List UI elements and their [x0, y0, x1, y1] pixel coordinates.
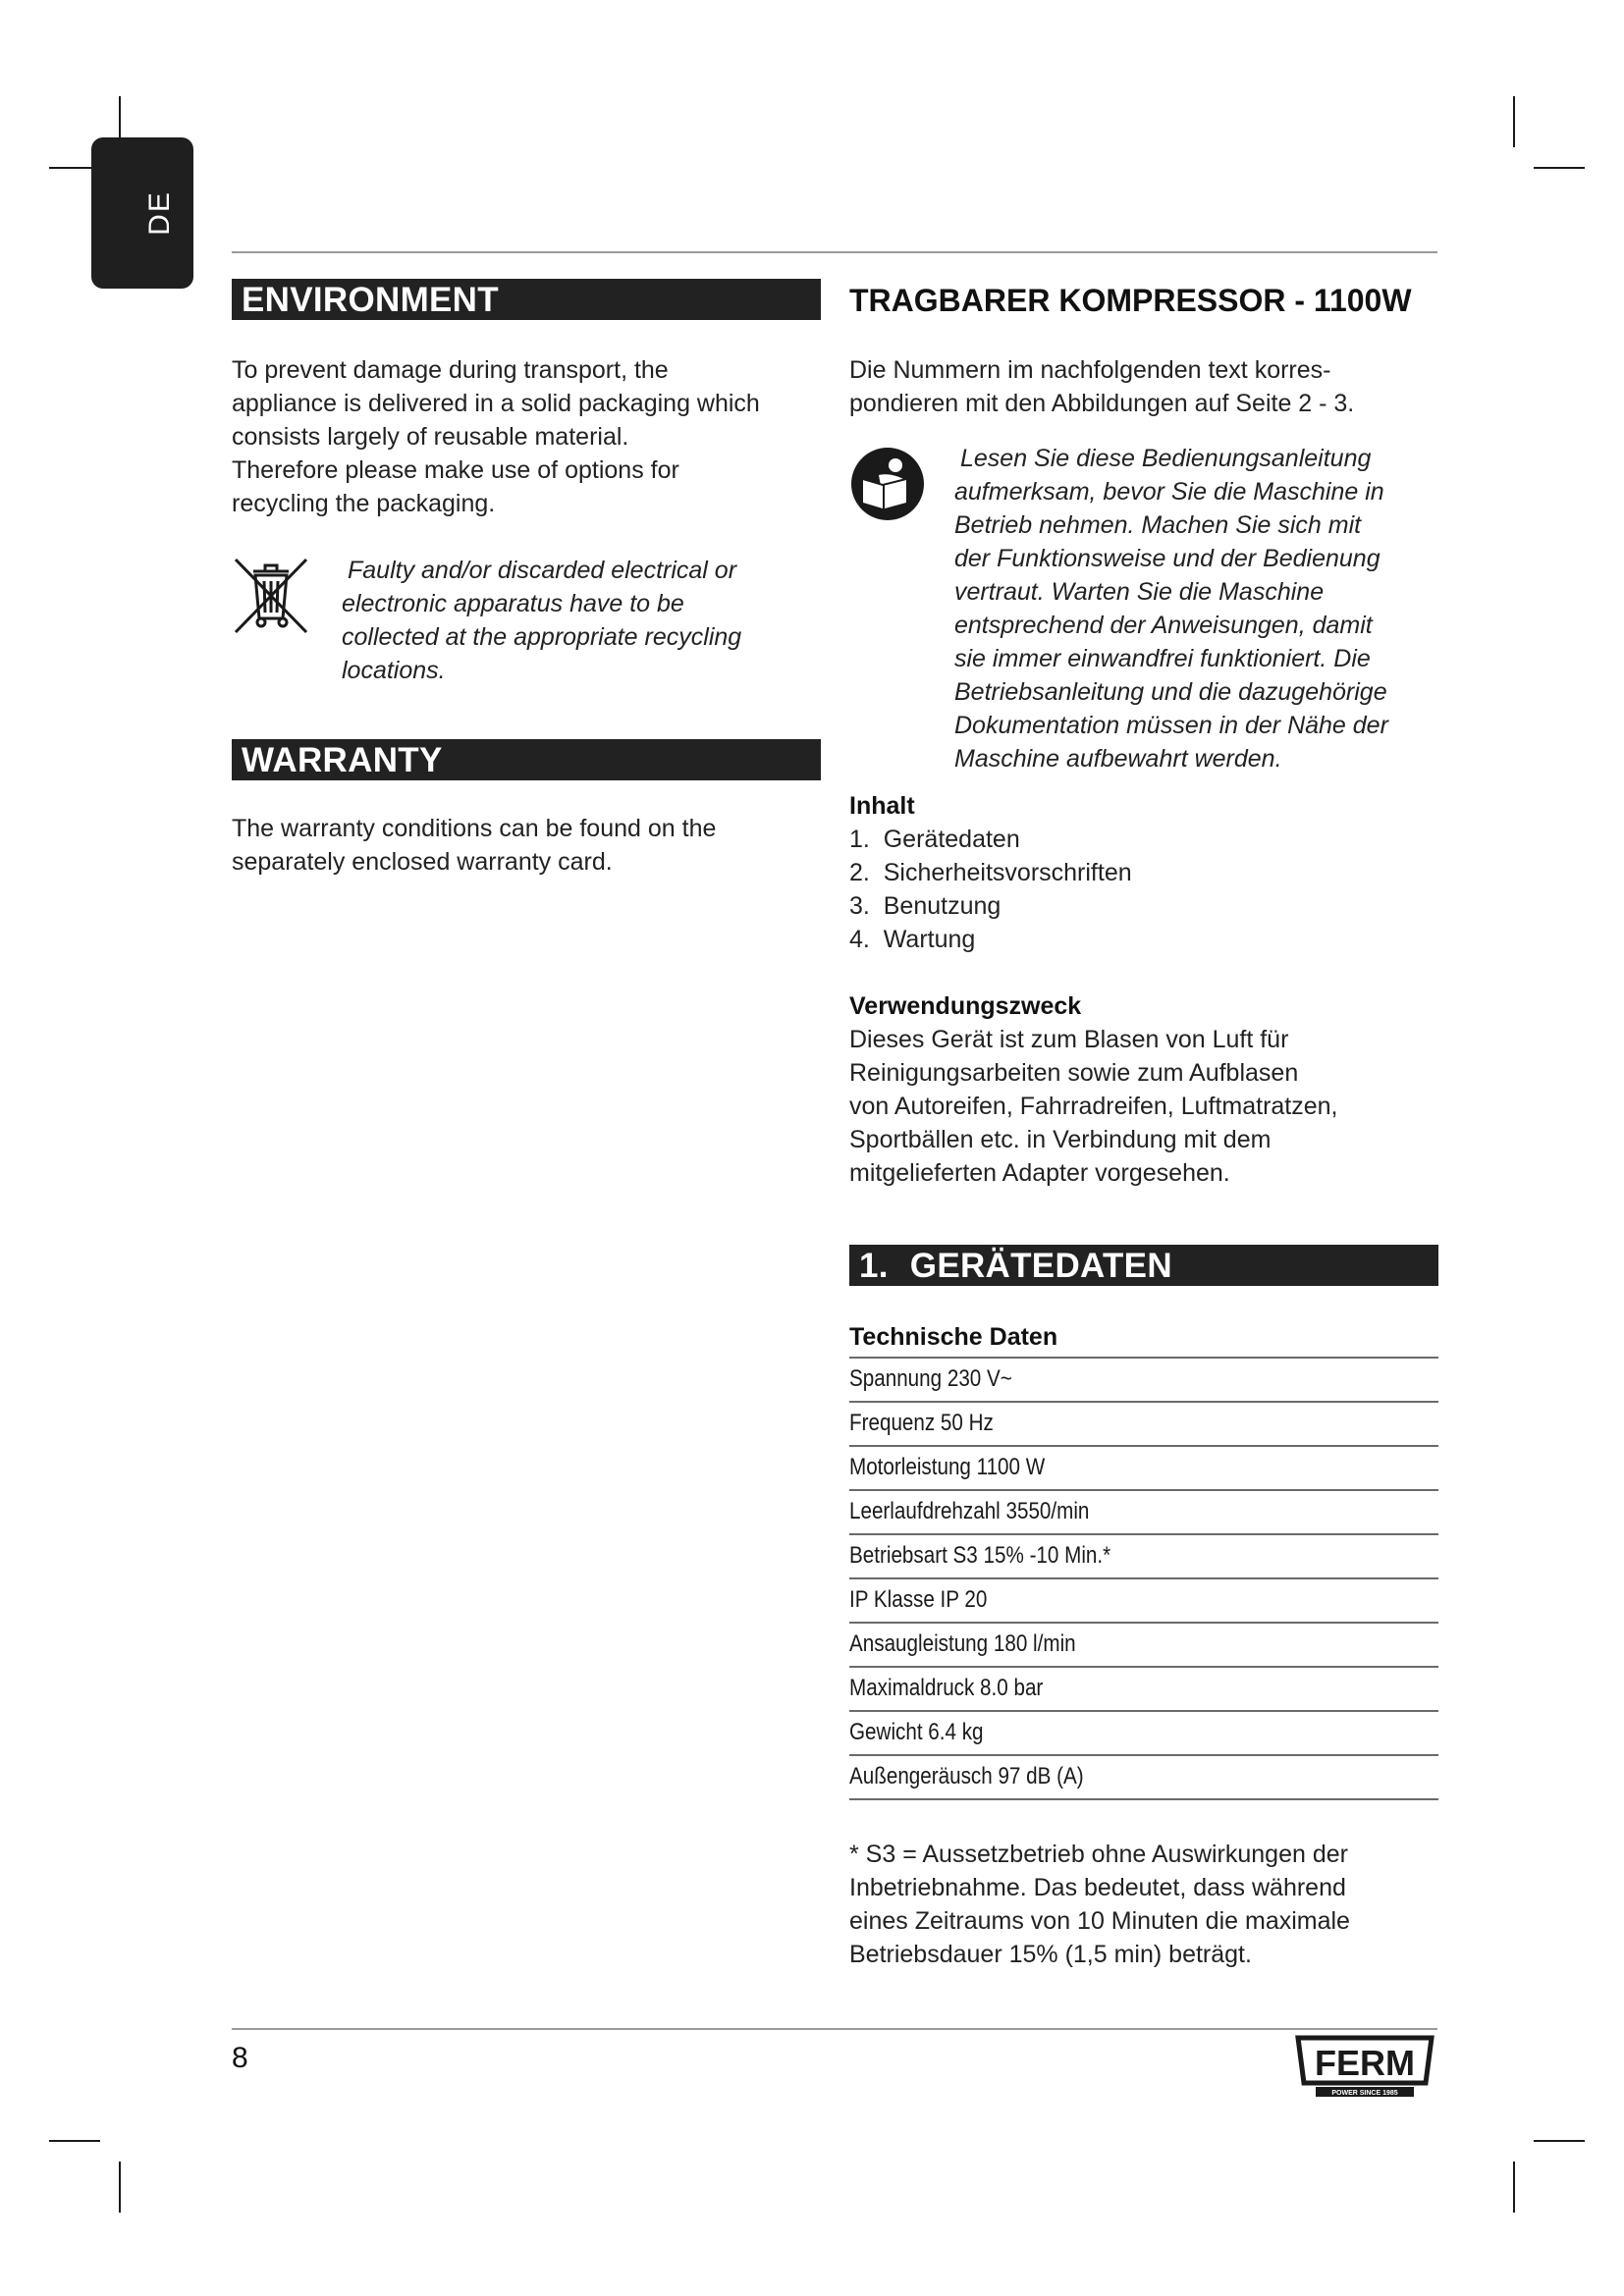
language-tab-label: DE — [143, 190, 176, 236]
product-title: TRAGBARER KOMPRESSOR - 1100W — [849, 283, 1412, 318]
text-line: Reinigungsarbeiten sowie zum Aufblasen — [849, 1059, 1299, 1087]
crop-mark — [49, 2140, 100, 2142]
text-line: vertraut. Warten Sie die Maschine — [954, 578, 1325, 606]
text-line: von Autoreifen, Fahrradreifen, Luftmatratzen, — [849, 1093, 1338, 1120]
table-row — [849, 1491, 1438, 1535]
text-line: collected at the appropriate recycling — [342, 623, 742, 651]
table-row — [849, 1447, 1438, 1491]
table-row — [849, 1359, 1438, 1403]
table-row — [849, 1756, 1438, 1800]
warranty-heading: WARRANTY — [232, 739, 821, 780]
header-rule — [232, 251, 1437, 253]
table-row — [849, 1668, 1438, 1712]
text-line: pondieren mit den Abbildungen auf Seite 2 - 3. — [849, 390, 1355, 417]
footer-rule — [232, 2028, 1437, 2030]
purpose-section — [849, 989, 1438, 1190]
text-line: eines Zeitraums von 10 Minuten die maximale — [849, 1907, 1350, 1935]
spec-cell: Frequenz 50 Hz — [849, 1410, 994, 1436]
text-line: Betriebsdauer 15% (1,5 min) beträgt. — [849, 1941, 1252, 1968]
logo-text: FERM — [1315, 2043, 1415, 2083]
spec-cell: Leerlaufdrehzahl 3550/min — [849, 1498, 1090, 1524]
text-line: Betriebsanleitung und die dazugehörige — [954, 678, 1387, 706]
text-line: sie immer einwandfrei funktioniert. Die — [954, 645, 1371, 672]
left-column — [232, 279, 821, 879]
ferm-logo — [1292, 2034, 1437, 2099]
recycling-note-text — [342, 554, 821, 687]
text-line: Lesen Sie diese Bedienungsanleitung — [960, 445, 1372, 472]
text-line: Inbetriebnahme. Das bedeutet, dass während — [849, 1874, 1346, 1901]
read-manual-icon — [849, 446, 926, 522]
manual-note — [849, 442, 1438, 775]
list-item: 2. Sicherheitsvorschriften — [849, 859, 1132, 886]
recycling-note — [232, 554, 821, 691]
spec-cell: Betriebsart S3 15% -10 Min.* — [849, 1542, 1111, 1569]
table-row — [849, 1579, 1438, 1624]
page-number: 8 — [232, 2042, 248, 2074]
spec-cell: Spannung 230 V~ — [849, 1365, 1012, 1392]
spec-cell: Motorleistung 1100 W — [849, 1454, 1046, 1480]
text-line: der Funktionsweise und der Bedienung — [954, 545, 1380, 572]
text-line: The warranty conditions can be found on the — [232, 815, 717, 842]
text-line: recycling the packaging. — [232, 490, 496, 517]
text-line: To prevent damage during transport, the — [232, 356, 669, 384]
language-tab — [91, 137, 193, 289]
text-line: Sportbällen etc. in Verbindung mit dem — [849, 1126, 1272, 1153]
purpose-heading: Verwendungszweck — [849, 992, 1082, 1020]
text-line: Dieses Gerät ist zum Blasen von Luft für — [849, 1026, 1289, 1053]
contents-list — [849, 823, 1438, 956]
purpose-paragraph — [849, 1023, 1438, 1190]
spec-cell: IP Klasse IP 20 — [849, 1586, 988, 1613]
text-line: consists largely of reusable material. — [232, 423, 629, 451]
section1-number: 1. — [859, 1247, 889, 1285]
text-line: locations. — [342, 657, 446, 684]
list-item: 1. Gerätedaten — [849, 826, 1020, 853]
table-row — [849, 1535, 1438, 1579]
text-line: appliance is delivered in a solid packaging which — [232, 390, 760, 417]
environment-heading: ENVIRONMENT — [232, 279, 821, 320]
text-line: separately enclosed warranty card. — [232, 848, 613, 876]
crossed-out-wheelie-bin-icon — [232, 556, 310, 636]
section1-title: GERÄTEDATEN — [909, 1247, 1172, 1285]
footnote — [849, 1838, 1438, 1971]
spec-table-heading: Technische Daten — [849, 1315, 1438, 1359]
text-line: Dokumentation müssen in der Nähe der — [954, 712, 1388, 739]
warranty-paragraph — [232, 812, 821, 879]
text-line: electronic apparatus have to be — [342, 590, 684, 617]
contents-section — [849, 789, 1438, 956]
text-line: entsprechend der Anweisungen, damit — [954, 612, 1373, 639]
manual-note-text — [954, 442, 1438, 775]
text-line: Faulty and/or discarded electrical or — [348, 557, 737, 584]
crop-mark — [1513, 2162, 1515, 2213]
text-line: Therefore please make use of options for — [232, 456, 679, 484]
crop-mark — [119, 2162, 121, 2213]
table-row — [849, 1624, 1438, 1668]
list-item: 4. Wartung — [849, 926, 976, 953]
spec-table — [849, 1315, 1438, 1800]
spec-cell: Maximaldruck 8.0 bar — [849, 1675, 1044, 1701]
logo-tagline: POWER SINCE 1985 — [1331, 2090, 1398, 2097]
spec-cell: Ansaugleistung 180 l/min — [849, 1630, 1076, 1657]
table-row — [849, 1712, 1438, 1756]
text-line: Betrieb nehmen. Machen Sie sich mit — [954, 511, 1362, 539]
crop-mark — [1534, 167, 1585, 169]
contents-heading: Inhalt — [849, 792, 915, 820]
text-line: Maschine aufbewahrt werden. — [954, 745, 1282, 773]
intro-paragraph — [849, 353, 1438, 420]
crop-mark — [1534, 2140, 1585, 2142]
right-column — [849, 279, 1438, 1971]
crop-mark — [1513, 96, 1515, 147]
text-line: mitgelieferten Adapter vorgesehen. — [849, 1159, 1230, 1187]
spec-cell: Gewicht 6.4 kg — [849, 1719, 984, 1745]
environment-paragraph — [232, 353, 821, 520]
text-line: Die Nummern im nachfolgenden text korres- — [849, 356, 1331, 384]
spec-cell: Außengeräusch 97 dB (A) — [849, 1763, 1084, 1789]
table-row — [849, 1403, 1438, 1447]
list-item: 3. Benutzung — [849, 892, 1001, 920]
text-line: * S3 = Aussetzbetrieb ohne Auswirkungen der — [849, 1841, 1348, 1868]
section1-heading — [849, 1245, 1438, 1286]
text-line: aufmerksam, bevor Sie die Maschine in — [954, 478, 1384, 506]
